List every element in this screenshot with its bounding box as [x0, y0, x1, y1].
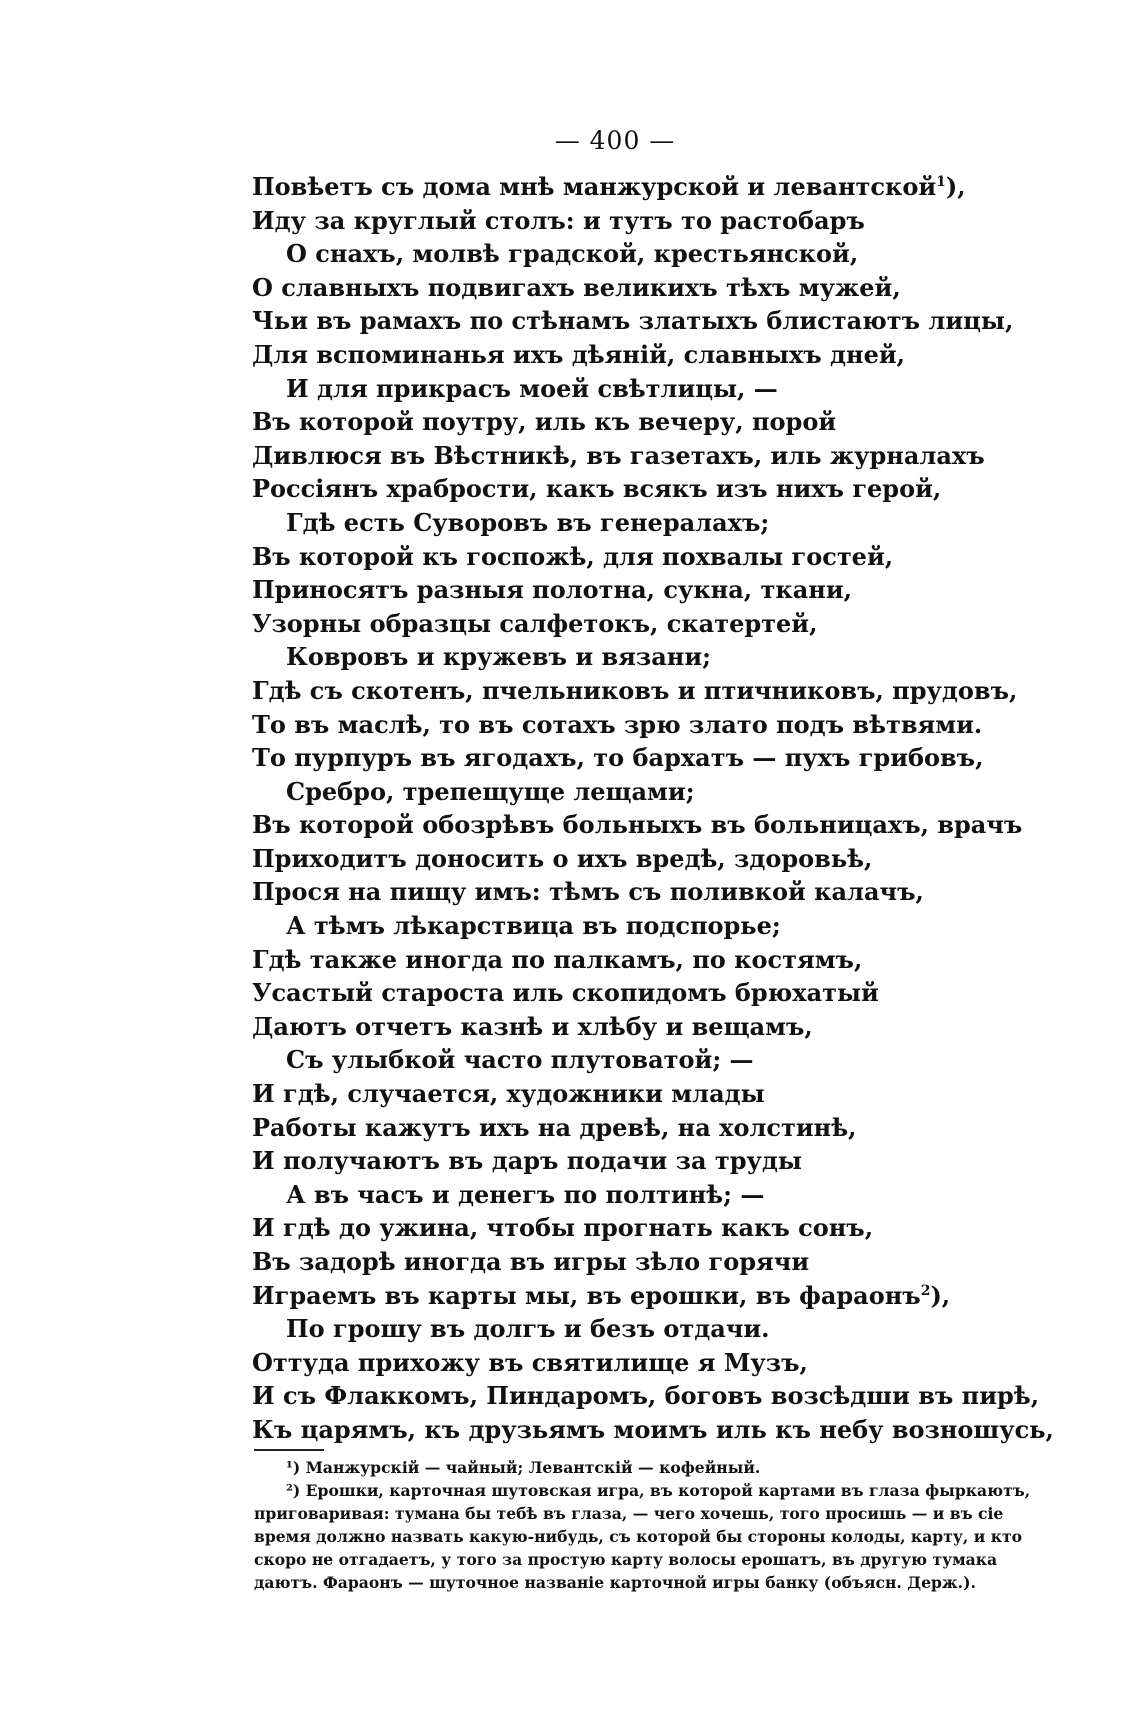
footnote-line [254, 1548, 1056, 1571]
poem-line-punctuation: ), [945, 172, 966, 201]
poem-body [252, 170, 1092, 1447]
poem-line-text: Для вспоминанья ихъ дѣяній, славныхъ дней, [252, 339, 906, 369]
poem-line-text: Съ улыбкой часто плутоватой; — [286, 1045, 754, 1075]
poem-line-text: Приносятъ разныя полотна, сукна, ткани, [252, 575, 852, 605]
poem-line [252, 439, 1092, 473]
poem-line [252, 506, 1092, 540]
footnote-text: скоро не отгадаетъ, у того за простую карту волосы ерошатъ, въ другую тумака [254, 1550, 998, 1569]
poem-line-text: Иду за круглый столъ: и тутъ то растобаръ [252, 205, 865, 235]
poem-line-text: Въ которой поутру, иль къ вечеру, порой [252, 407, 837, 437]
poem-line-text: Прося на пищу имъ: тѣмъ съ поливкой калачъ, [252, 877, 924, 907]
poem-line [252, 237, 1092, 271]
poem-line-text: И для прикрасъ моей свѣтлицы, — [286, 373, 778, 403]
poem-line [252, 1043, 1092, 1077]
poem-line [252, 1379, 1092, 1413]
footnote-2 [254, 1479, 1056, 1594]
footnote-text: Ерошки, карточная шутовская игра, въ которой картами въ глаза фыркаютъ, [305, 1481, 1031, 1500]
poem-line-text: И получаютъ въ даръ подачи за труды [252, 1146, 802, 1176]
poem-line-text: Узорны образцы салфетокъ, скатертей, [252, 608, 818, 638]
poem-line [252, 640, 1092, 674]
poem-line [252, 372, 1092, 406]
poem-line [252, 1279, 1092, 1313]
poem-line-punctuation: ), [930, 1280, 951, 1310]
poem-line-text: Ковровъ и кружевъ и вязани; [286, 642, 711, 672]
footnote-1 [254, 1456, 1056, 1479]
poem-line-text: Приходитъ доносить о ихъ вредѣ, здоровьѣ, [252, 843, 873, 873]
poem-line-text: То въ маслѣ, то въ сотахъ зрю злато подъ вѣтвями. [252, 709, 983, 739]
footnote-text: приговаривая: тумана бы тебѣ въ глаза, — чего хочешь, того просишь — и въ сіе [254, 1504, 1004, 1523]
poem-line-text: И гдѣ до ужина, чтобы прогнать какъ сонъ, [252, 1213, 874, 1243]
poem-line-text: Сребро, трепещуще лещами; [286, 776, 695, 806]
poem-line [252, 204, 1092, 238]
poem-line-text: Въ которой обозрѣвъ больныхъ въ больницахъ, врачъ [252, 810, 1023, 840]
footnotes-block [254, 1456, 1056, 1594]
poem-line-text: О снахъ, молвѣ градской, крестьянской, [286, 239, 859, 269]
poem-line [252, 1178, 1092, 1212]
poem-line-text: Играемъ въ карты мы, въ ерошки, въ фараонъ [252, 1280, 921, 1310]
poem-line [252, 1144, 1092, 1178]
footnote-line [254, 1525, 1056, 1548]
poem-line-text: По грошу въ долгъ и безъ отдачи. [286, 1314, 770, 1344]
poem-line [252, 741, 1092, 775]
poem-line [252, 875, 1092, 909]
poem-line-text: И съ Флаккомъ, Пиндаромъ, боговъ возсѣдши въ пирѣ, [252, 1381, 1040, 1411]
footnote-reference[interactable]: 2 [920, 1282, 931, 1299]
footnote-marker: ¹) [286, 1458, 301, 1477]
poem-line-text: Повѣетъ съ дома мнѣ манжурской и левантской [252, 172, 937, 201]
poem-line [252, 943, 1092, 977]
poem-line-text: Дивлюся въ Вѣстникѣ, въ газетахъ, иль журналахъ [252, 440, 985, 470]
poem-line [252, 338, 1092, 372]
poem-line [252, 1312, 1092, 1346]
poem-line [252, 304, 1092, 338]
poem-line [252, 775, 1092, 809]
poem-line-text: А тѣмъ лѣкарствица въ подспорье; [286, 911, 781, 941]
poem-line [252, 842, 1092, 876]
poem-line [252, 540, 1092, 574]
footnote-line [254, 1571, 1056, 1594]
page-number: — 400 — [554, 126, 676, 155]
poem-line [252, 1245, 1092, 1279]
footnote-line [254, 1502, 1056, 1525]
poem-line [252, 607, 1092, 641]
poem-line [252, 1010, 1092, 1044]
poem-line [252, 1346, 1092, 1380]
poem-line-text: Гдѣ есть Суворовъ въ генералахъ; [286, 507, 770, 537]
poem-line [252, 472, 1092, 506]
footnote-marker: ²) [286, 1481, 301, 1500]
poem-line [252, 1413, 1092, 1447]
footnote-text: Манжурскій — чайный; Левантскій — кофейный. [305, 1458, 761, 1477]
poem-line-text: Даютъ отчетъ казнѣ и хлѣбу и вещамъ, [252, 1011, 813, 1041]
poem-line [252, 708, 1092, 742]
poem-line-text: То пурпуръ въ ягодахъ, то бархатъ — пухъ грибовъ, [252, 743, 984, 773]
poem-line-text: Въ которой къ госпожѣ, для похвалы гостей, [252, 541, 894, 571]
poem-line-text: Въ задорѣ иногда въ игры зѣло горячи [252, 1247, 810, 1276]
footnote-reference[interactable]: 1 [936, 174, 946, 190]
poem-line-text: А въ часъ и денегъ по полтинѣ; — [286, 1179, 765, 1209]
poem-line [252, 271, 1092, 305]
poem-line-text: Гдѣ съ скотенъ, пчельниковъ и птичниковъ, прудовъ, [252, 675, 1018, 705]
poem-line [252, 573, 1092, 607]
poem-line-text: Оттуда прихожу въ святилище я Музъ, [252, 1347, 808, 1377]
poem-line-text: Чьи въ рамахъ по стѣнамъ златыхъ блистаютъ лицы, [252, 306, 1014, 336]
poem-line [252, 1111, 1092, 1145]
poem-line [252, 405, 1092, 439]
poem-line [252, 1211, 1092, 1245]
poem-line-text: Къ царямъ, къ друзьямъ моимъ иль къ небу возношусь, [252, 1414, 1054, 1444]
footnote-text: время должно назвать какую-нибудь, съ которой бы стороны колоды, карту, и кто [254, 1527, 1023, 1546]
poem-line [252, 808, 1092, 842]
poem-line-text: О славныхъ подвигахъ великихъ тѣхъ мужей, [252, 272, 901, 302]
poem-line-text: Россіянъ храбрости, какъ всякъ изъ нихъ герой, [252, 474, 942, 504]
poem-line-text: Гдѣ также иногда по палкамъ, по костямъ, [252, 944, 863, 974]
poem-line [252, 170, 1092, 204]
poem-line [252, 1077, 1092, 1111]
poem-line [252, 976, 1092, 1010]
footnote-line [254, 1479, 1056, 1502]
poem-line-text: Усастый староста иль скопидомъ брюхатый [252, 978, 879, 1008]
poem-line-text: Работы кажутъ ихъ на древѣ, на холстинѣ, [252, 1112, 857, 1142]
poem-line [252, 909, 1092, 943]
footnote-line [254, 1456, 1056, 1479]
poem-line-text: И гдѣ, случается, художники млады [252, 1079, 765, 1109]
footnote-text: даютъ. Фараонъ — шуточное названіе карточной игры банку (объясн. Держ.). [254, 1573, 976, 1592]
footnote-divider [254, 1449, 324, 1451]
poem-line [252, 674, 1092, 708]
